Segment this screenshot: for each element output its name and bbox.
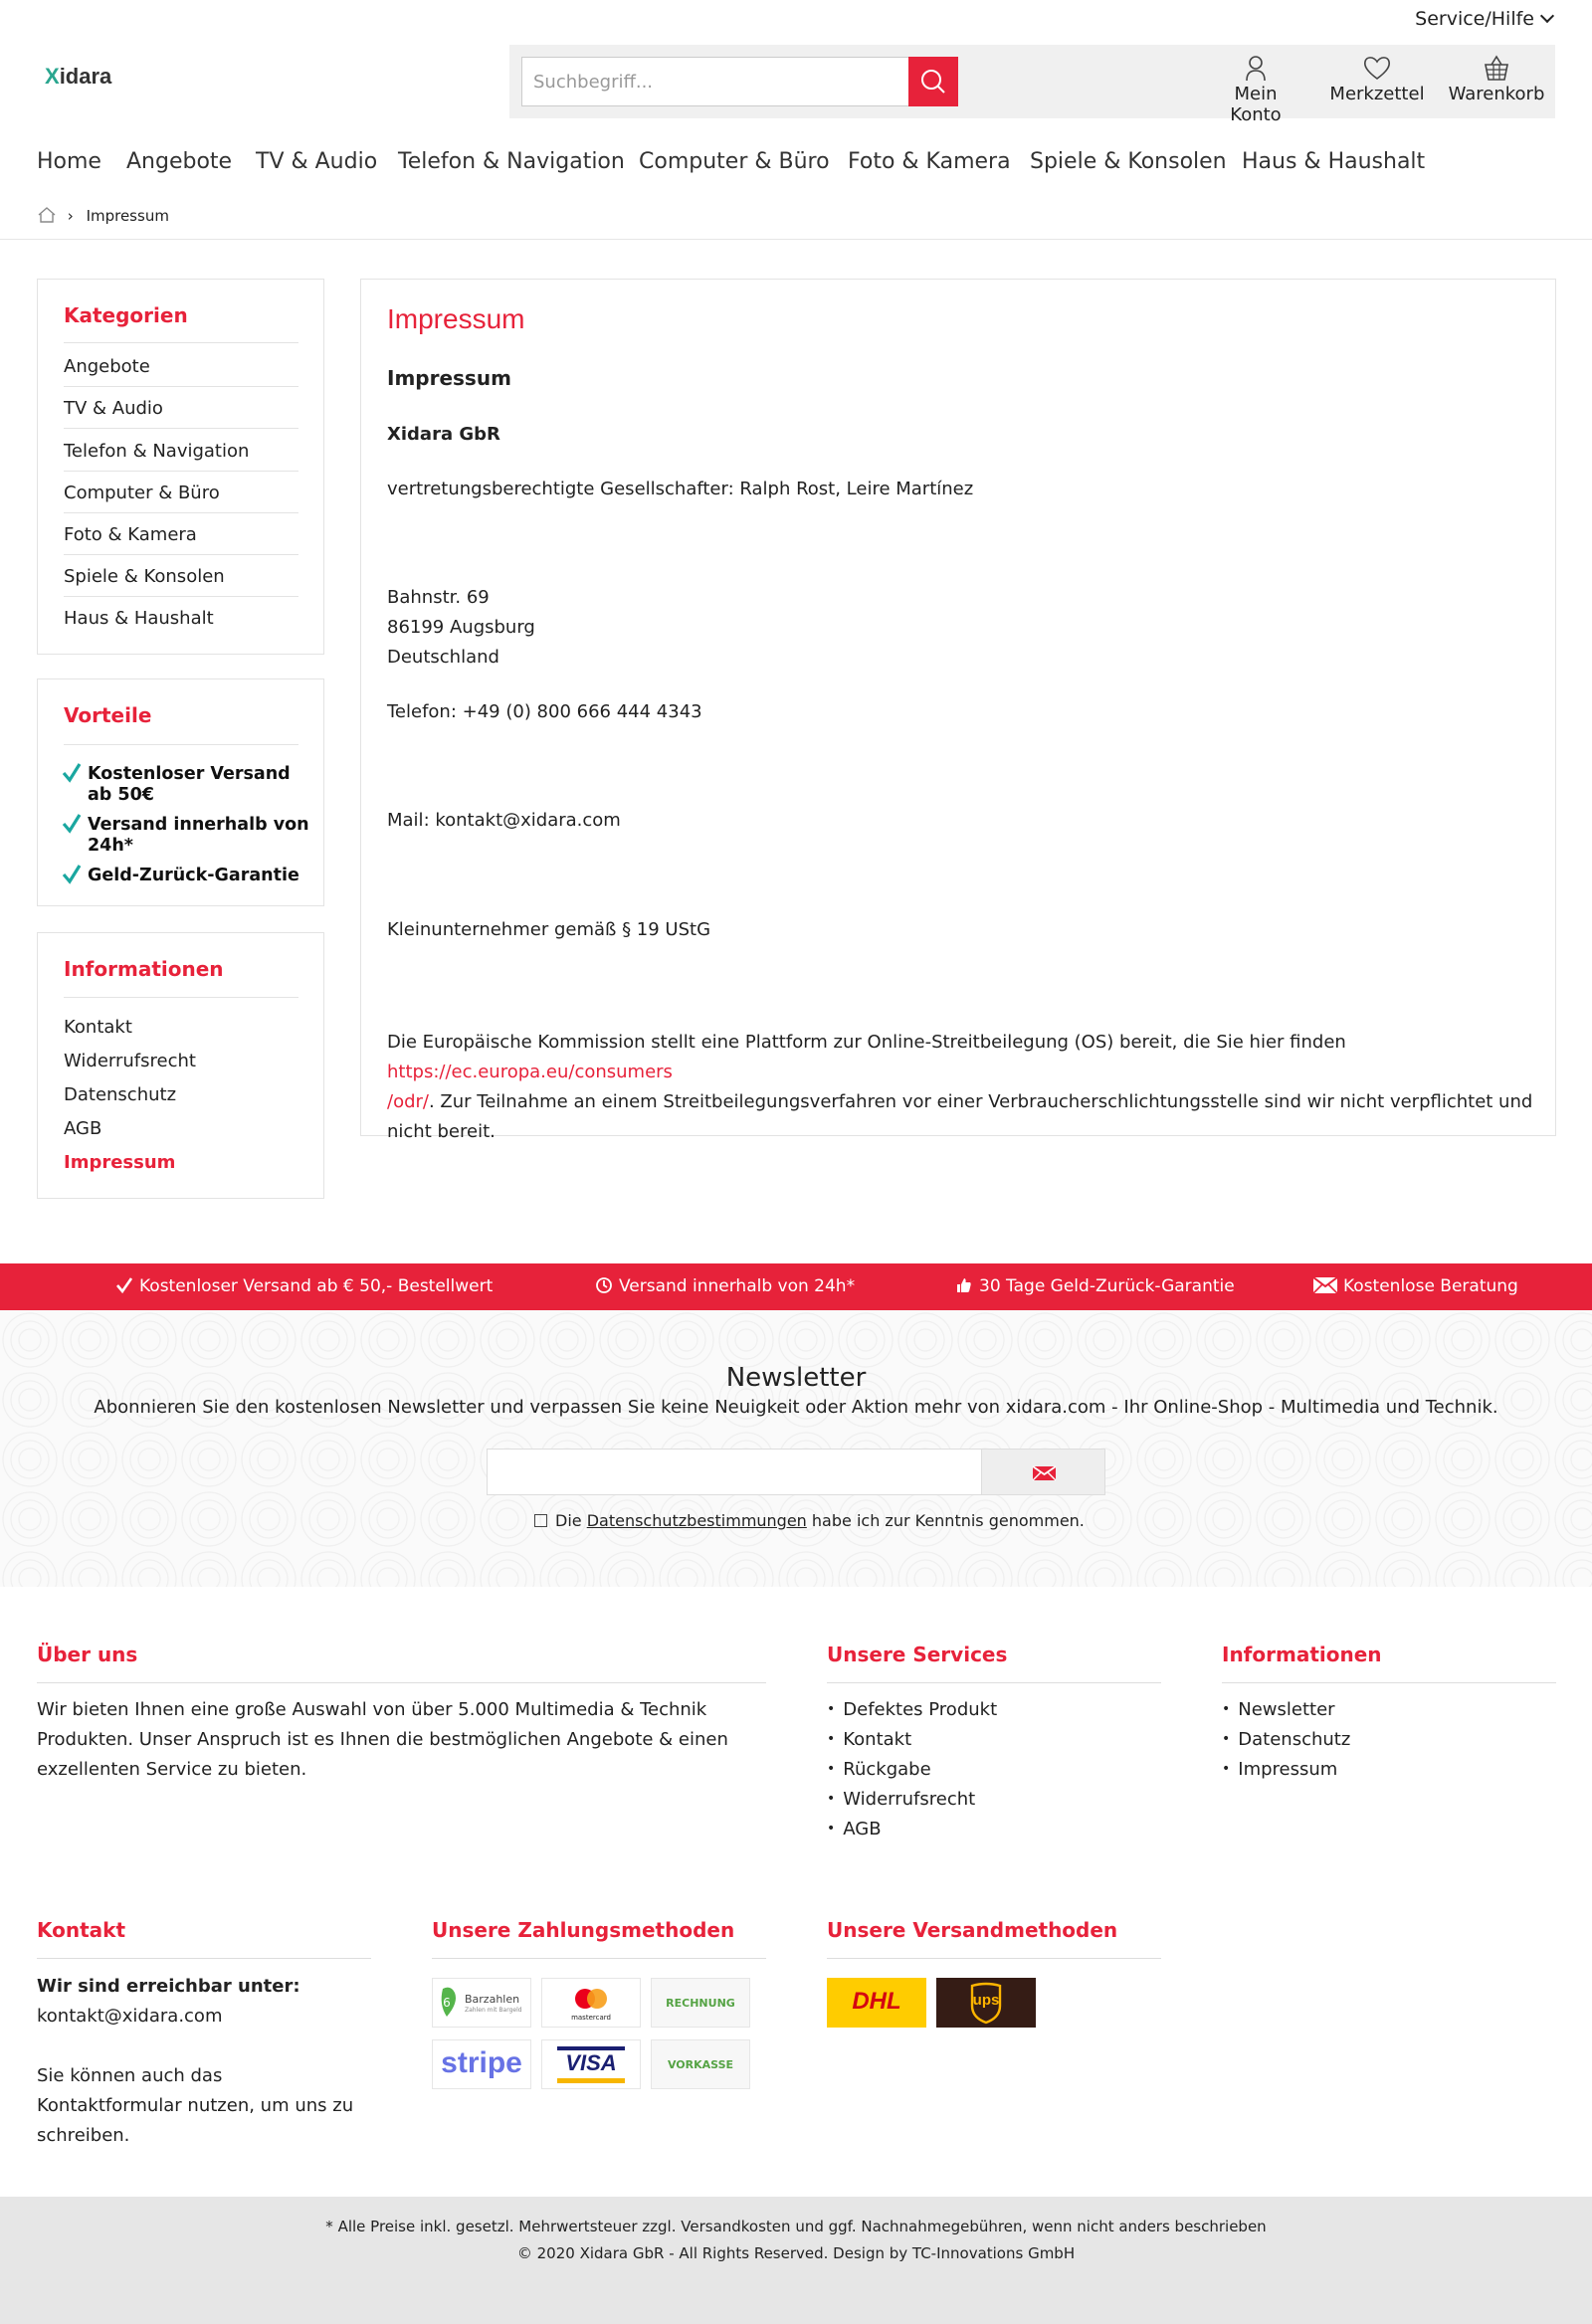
home-icon[interactable] <box>37 206 57 224</box>
footer-link-widerrufsrecht[interactable]: • Widerrufsrecht <box>827 1789 975 1810</box>
nav-item-angebote[interactable]: Angebote <box>126 149 233 174</box>
checkmark-icon <box>62 864 82 885</box>
nav-item-haus[interactable]: Haus & Haushalt <box>1242 149 1426 174</box>
benefits-box <box>37 678 324 906</box>
content-panel <box>360 279 1556 1142</box>
search-icon <box>908 57 958 106</box>
contact-text: Sie können auch das Kontaktformular nutzen, um uns zu schreiben. <box>37 2065 354 2146</box>
nav-item-computer[interactable]: Computer & Büro <box>639 149 830 174</box>
divider <box>37 1958 371 1959</box>
band-item: 30 Tage Geld-Zurück-Garantie <box>955 1276 1235 1296</box>
chevron-down-icon <box>1540 9 1554 23</box>
privacy-link[interactable]: Datenschutzbestimmungen <box>586 1511 807 1530</box>
page-title: Impressum <box>387 303 525 334</box>
logo[interactable]: Xidara <box>45 64 112 89</box>
shipping-dhl: DHL <box>827 1978 926 2028</box>
categories-box <box>37 279 324 655</box>
mail: Mail: kontakt@xidara.com <box>387 810 621 831</box>
about-title: Über uns <box>37 1643 138 1666</box>
wishlist-link[interactable]: Merkzettel <box>1329 54 1425 104</box>
checkmark-icon <box>62 813 82 835</box>
copyright: © 2020 Xidara GbR - All Rights Reserved. Design by TC-Innovations GmbH <box>516 2244 1076 2262</box>
city: 86199 Augsburg <box>387 617 535 638</box>
heart-icon <box>1362 54 1392 82</box>
svg-text:6: 6 <box>443 1996 451 2010</box>
categories-title: Kategorien <box>64 303 188 327</box>
basket-icon <box>1483 54 1510 82</box>
benefits-title: Vorteile <box>64 703 152 727</box>
shipping-ups: ups <box>936 1978 1036 2028</box>
payment-stripe: stripe <box>432 2039 531 2089</box>
partners: vertretungsberechtigte Gesellschafter: Ralph Rost, Leire Martínez <box>387 479 974 499</box>
sidebar-info-kontakt[interactable]: Kontakt <box>64 1017 132 1038</box>
footer-link-datenschutz[interactable]: • Datenschutz <box>1222 1729 1350 1750</box>
breadcrumb <box>37 206 169 225</box>
newsletter-submit-button[interactable] <box>981 1449 1105 1495</box>
benefit-item: Versand innerhalb von 24h* <box>62 815 310 857</box>
phone: Telefon: +49 (0) 800 666 444 4343 <box>387 701 702 722</box>
sidebar-info-impressum[interactable]: Impressum <box>64 1152 176 1173</box>
divider <box>64 386 298 387</box>
divider <box>64 554 298 555</box>
footer-info-title: Informationen <box>1222 1643 1382 1666</box>
footer-link-impressum[interactable]: • Impressum <box>1222 1759 1337 1780</box>
payment-visa: VISA <box>541 2039 641 2089</box>
contact-mail[interactable]: kontakt@xidara.com <box>37 2006 223 2027</box>
newsletter-consent: Die Datenschutzbestimmungen habe ich zur Kenntnis genommen. <box>534 1511 1085 1530</box>
payment-barzahlen: 6 Barzahlen Zahlen mit Bargeld <box>432 1978 531 2028</box>
copyright-bar <box>0 2197 1592 2324</box>
nav-item-telefon[interactable]: Telefon & Navigation <box>398 149 625 174</box>
divider <box>0 239 1592 240</box>
nav-item-spiele[interactable]: Spiele & Konsolen <box>1030 149 1227 174</box>
visa-stripe-bottom <box>557 2078 625 2083</box>
benefit-item: Kostenloser Versand ab 50€ <box>62 764 310 806</box>
about-text: Wir bieten Ihnen eine große Auswahl von über 5.000 Multimedia & Technik Produkten. Unser Anspruch ist es Ihnen die bestmöglichen Angebote & einen exzellenten Service zu bieten. <box>37 1699 728 1780</box>
street: Bahnstr. 69 <box>387 587 490 608</box>
divider <box>64 997 298 998</box>
checkmark-icon <box>115 1276 133 1294</box>
os-paragraph: Die Europäische Kommission stellt eine Plattform zur Online-Streitbeilegung (OS) bereit, die Sie hier finden https://ec.europa.eu/consumers /odr/. Zur Teilnahme an einem Streitbeilegungsverfahren vor einer Verbraucherschlichtungsstelle sind wir nicht verpflichtet und nicht bereit. <box>387 1032 1533 1142</box>
divider <box>64 471 298 472</box>
contact-title: Kontakt <box>37 1918 126 1942</box>
band-item: Kostenloser Versand ab € 50,- Bestellwert <box>115 1276 493 1296</box>
country: Deutschland <box>387 647 499 668</box>
payment-rechnung: RECHNUNG <box>651 1978 750 2028</box>
shipping-title: Unsere Versandmethoden <box>827 1918 1118 1942</box>
payment-vorkasse: VORKASSE <box>651 2039 750 2089</box>
sidebar-item-foto[interactable]: Foto & Kamera <box>64 524 197 545</box>
footer-link-newsletter[interactable]: • Newsletter <box>1222 1699 1335 1720</box>
services-title: Unsere Services <box>827 1643 1008 1666</box>
sidebar-item-tv-audio[interactable]: TV & Audio <box>64 398 163 419</box>
divider <box>1222 1682 1556 1683</box>
service-menu[interactable] <box>1415 8 1552 30</box>
service-label: Service/Hilfe <box>1415 8 1534 30</box>
company-name: Xidara GbR <box>387 424 500 445</box>
sidebar-item-computer[interactable]: Computer & Büro <box>64 483 220 503</box>
sidebar-item-telefon[interactable]: Telefon & Navigation <box>64 441 250 462</box>
nav-item-tv-audio[interactable]: TV & Audio <box>256 149 378 174</box>
newsletter-email-input[interactable] <box>487 1449 982 1495</box>
tax-note: Kleinunternehmer gemäß § 19 UStG <box>387 919 711 940</box>
sidebar-item-spiele[interactable]: Spiele & Konsolen <box>64 566 225 587</box>
divider <box>37 1682 766 1683</box>
footer-link-agb[interactable]: • AGB <box>827 1819 882 1840</box>
newsletter-title: Newsletter <box>725 1363 867 1393</box>
newsletter-subtitle: Abonnieren Sie den kostenlosen Newsletter und verpassen Sie keine Neuigkeit oder Aktion mehr von xidara.com - Ihr Online-Shop - Multimedia und Technik. <box>94 1397 1498 1418</box>
contact-bold: Wir sind erreichbar unter: <box>37 1976 300 1997</box>
envelope-icon <box>982 1450 1106 1496</box>
sidebar-item-angebote[interactable]: Angebote <box>64 356 150 377</box>
content-subtitle: Impressum <box>387 366 511 390</box>
envelope-icon <box>1313 1277 1337 1293</box>
nav-item-home[interactable]: Home <box>37 149 101 174</box>
clock-icon <box>595 1276 613 1294</box>
payment-title: Unsere Zahlungsmethoden <box>432 1918 735 1942</box>
band-item: Versand innerhalb von 24h* <box>595 1276 855 1296</box>
footer-link-rueckgabe[interactable]: • Rückgabe <box>827 1759 931 1780</box>
sidebar-info-datenschutz[interactable]: Datenschutz <box>64 1084 177 1105</box>
band-item: Kostenlose Beratung <box>1313 1276 1518 1296</box>
search-input[interactable]: Suchbegriff... <box>521 57 909 106</box>
footer-link-defekt[interactable]: • Defektes Produkt <box>827 1699 997 1720</box>
divider <box>64 744 298 745</box>
divider <box>64 428 298 429</box>
sidebar-info-widerrufsrecht[interactable]: Widerrufsrecht <box>64 1051 196 1071</box>
tax-disclaimer: * Alle Preise inkl. gesetzl. Mehrwertsteuer zzgl. Versandkosten und ggf. Nachnahmegebühren, wenn nicht anders beschrieben <box>325 2218 1267 2235</box>
divider <box>432 1958 766 1959</box>
cart-link[interactable]: Warenkorb <box>1448 54 1545 104</box>
payment-mastercard: mastercard <box>541 1978 641 2028</box>
search-button[interactable] <box>908 57 958 106</box>
nav-item-foto[interactable]: Foto & Kamera <box>848 149 1011 174</box>
sidebar-item-haus[interactable]: Haus & Haushalt <box>64 608 214 629</box>
sidebar-info-agb[interactable]: AGB <box>64 1118 102 1139</box>
account-link[interactable]: Mein Konto <box>1209 54 1302 125</box>
divider <box>827 1682 1161 1683</box>
info-box <box>37 932 324 1199</box>
divider <box>64 512 298 513</box>
os-link[interactable]: https://ec.europa.eu/consumers /odr/ <box>387 1062 673 1112</box>
consent-checkbox[interactable] <box>534 1514 547 1527</box>
footer-link-kontakt[interactable]: • Kontakt <box>827 1729 911 1750</box>
breadcrumb-current: Impressum <box>86 207 169 225</box>
checkmark-icon <box>62 762 82 784</box>
divider <box>64 342 298 343</box>
benefit-item: Geld-Zurück-Garantie <box>62 866 310 886</box>
info-title: Informationen <box>64 957 224 981</box>
chevron-right-icon: › <box>67 207 74 225</box>
divider <box>64 596 298 597</box>
benefits-band <box>0 1263 1592 1310</box>
user-icon <box>1243 54 1269 82</box>
divider <box>827 1958 1161 1959</box>
thumbs-up-icon <box>955 1276 973 1294</box>
